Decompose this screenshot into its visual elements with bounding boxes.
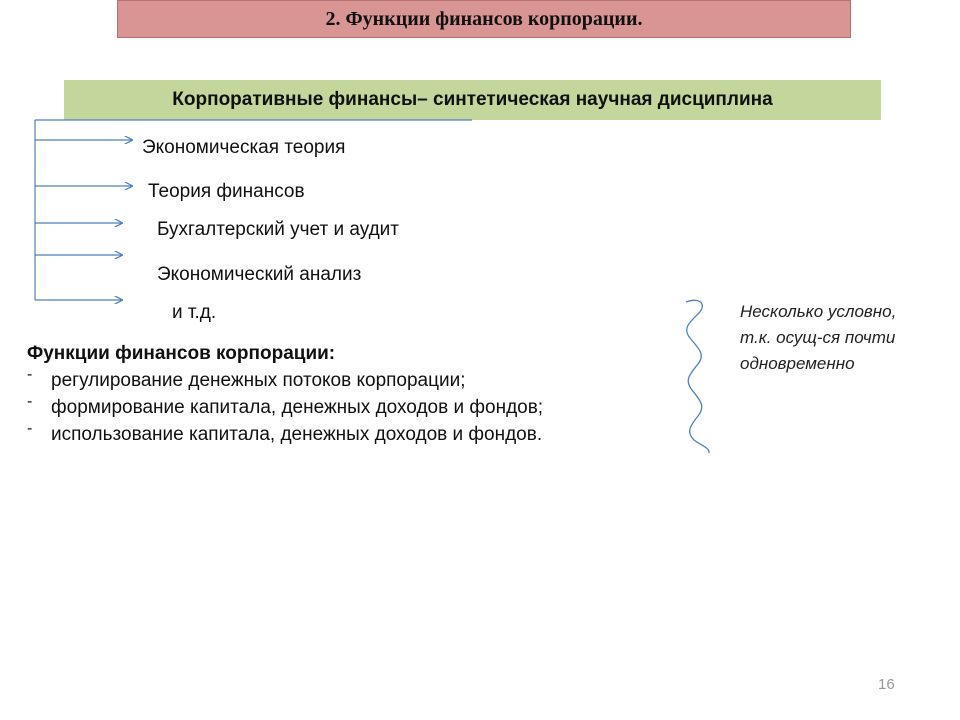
slide-title-text: 2. Функции финансов корпорации. xyxy=(325,7,643,30)
branch-economic-analysis: Экономический анализ xyxy=(157,264,362,285)
function-item-text: регулирование денежных потоков корпорации; xyxy=(51,370,466,391)
function-item-2 xyxy=(27,394,587,421)
functions-heading: Функции финансов корпорации: xyxy=(27,343,336,364)
functions-list xyxy=(27,340,587,448)
function-item-1 xyxy=(27,367,587,394)
bullet-dash: - xyxy=(27,366,33,383)
page-number: 16 xyxy=(878,676,895,693)
branch-finance-theory: Теория финансов xyxy=(148,181,305,202)
branch-accounting-audit: Бухгалтерский учет и аудит xyxy=(157,219,399,240)
side-note: Несколько условно, т.к. осущ-ся почти одновременно xyxy=(740,302,897,373)
function-item-text: формирование капитала, денежных доходов и фондов; xyxy=(51,397,544,418)
wavy-bracket xyxy=(686,300,709,453)
function-item-text: использование капитала, денежных доходов и фондов. xyxy=(51,424,543,445)
bullet-dash: - xyxy=(27,420,33,437)
branch-etc: и т.д. xyxy=(172,302,217,323)
branch-economic-theory: Экономическая теория xyxy=(142,137,346,158)
subtitle-text: Корпоративные финансы– синтетическая научная дисциплина xyxy=(172,89,773,110)
function-item-3 xyxy=(27,421,587,448)
bullet-dash: - xyxy=(27,393,33,410)
